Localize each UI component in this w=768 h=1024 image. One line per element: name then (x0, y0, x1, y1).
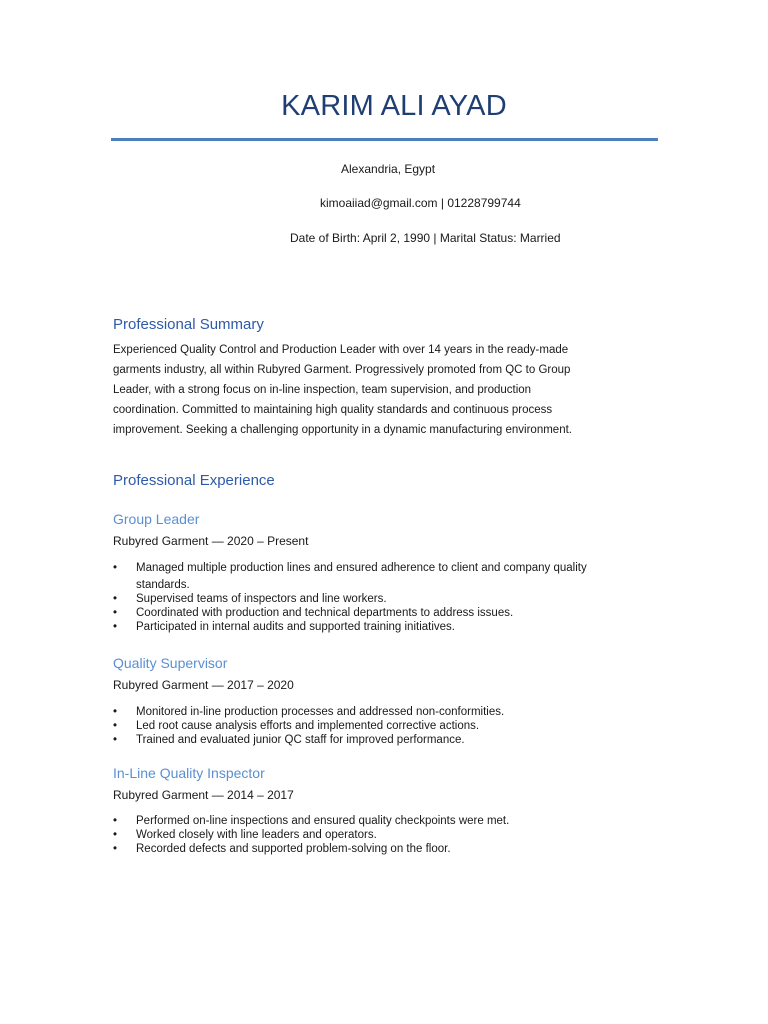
bullet-dot: • (113, 720, 118, 732)
job-bullet: • Monitored in-line production processes and addressed non-conformities. (113, 706, 505, 718)
bullet-dot: • (113, 734, 118, 746)
summary-heading: Professional Summary (113, 316, 264, 333)
header-divider (111, 138, 658, 141)
job-bullet: • Led root cause analysis efforts and implemented corrective actions. (113, 720, 480, 732)
job-bullet: • Performed on-line inspections and ensured quality checkpoints were met. (113, 815, 510, 827)
bullet-dot: • (113, 621, 118, 633)
bullet-dot: • (113, 815, 118, 827)
job-bullets (113, 814, 613, 856)
job-bullet: • Worked closely with line leaders and operators. (113, 829, 377, 841)
job-meta: Rubyred Garment — 2014 – 2017 (113, 788, 294, 802)
summary-line: coordination. Committed to maintaining high quality standards and continuous process (113, 404, 553, 416)
bullet-dot: • (113, 593, 118, 605)
job-bullets (113, 705, 613, 747)
job-meta: Rubyred Garment — 2020 – Present (113, 534, 309, 548)
job-title-quality-supervisor: Quality Supervisor (113, 655, 228, 671)
bullet-dot: • (113, 562, 118, 574)
bullet-dot: • (113, 706, 118, 718)
bullet-dot: • (113, 829, 118, 841)
job-bullet: • Supervised teams of inspectors and line workers. (113, 593, 387, 605)
job-bullet: • Coordinated with production and technical departments to address issues. (113, 607, 514, 619)
job-title-inline-inspector: In-Line Quality Inspector (113, 765, 265, 781)
summary-line: improvement. Seeking a challenging opportunity in a dynamic manufacturing environment. (113, 424, 572, 436)
job-meta: Rubyred Garment — 2017 – 2020 (113, 678, 294, 692)
location-text: Alexandria, Egypt (341, 162, 436, 176)
summary-line: Experienced Quality Control and Production Leader with over 14 years in the ready-made (113, 344, 569, 356)
personal-info-line: Date of Birth: April 2, 1990 | Marital Status: Married (290, 231, 561, 245)
job-bullets (113, 561, 613, 634)
job-bullet: • Recorded defects and supported problem-solving on the floor. (113, 843, 451, 855)
job-bullet: • Trained and evaluated junior QC staff for improved performance. (113, 734, 465, 746)
bullet-dot: • (113, 843, 118, 855)
summary-line: Leader, with a strong focus on in-line inspection, team supervision, and production (113, 384, 532, 396)
candidate-name: KARIM ALI AYAD (281, 90, 507, 122)
job-title-group-leader: Group Leader (113, 511, 200, 527)
job-bullet: • Managed multiple production lines and ensured adherence to client and company quality standards. (113, 562, 587, 591)
summary-paragraph (113, 340, 583, 440)
contact-line: kimoaiiad@gmail.com | 01228799744 (320, 196, 521, 210)
summary-line: garments industry, all within Rubyred Garment. Progressively promoted from QC to Group (113, 364, 571, 376)
job-bullet: • Participated in internal audits and supported training initiatives. (113, 621, 455, 633)
bullet-dot: • (113, 607, 118, 619)
experience-heading: Professional Experience (113, 472, 275, 489)
